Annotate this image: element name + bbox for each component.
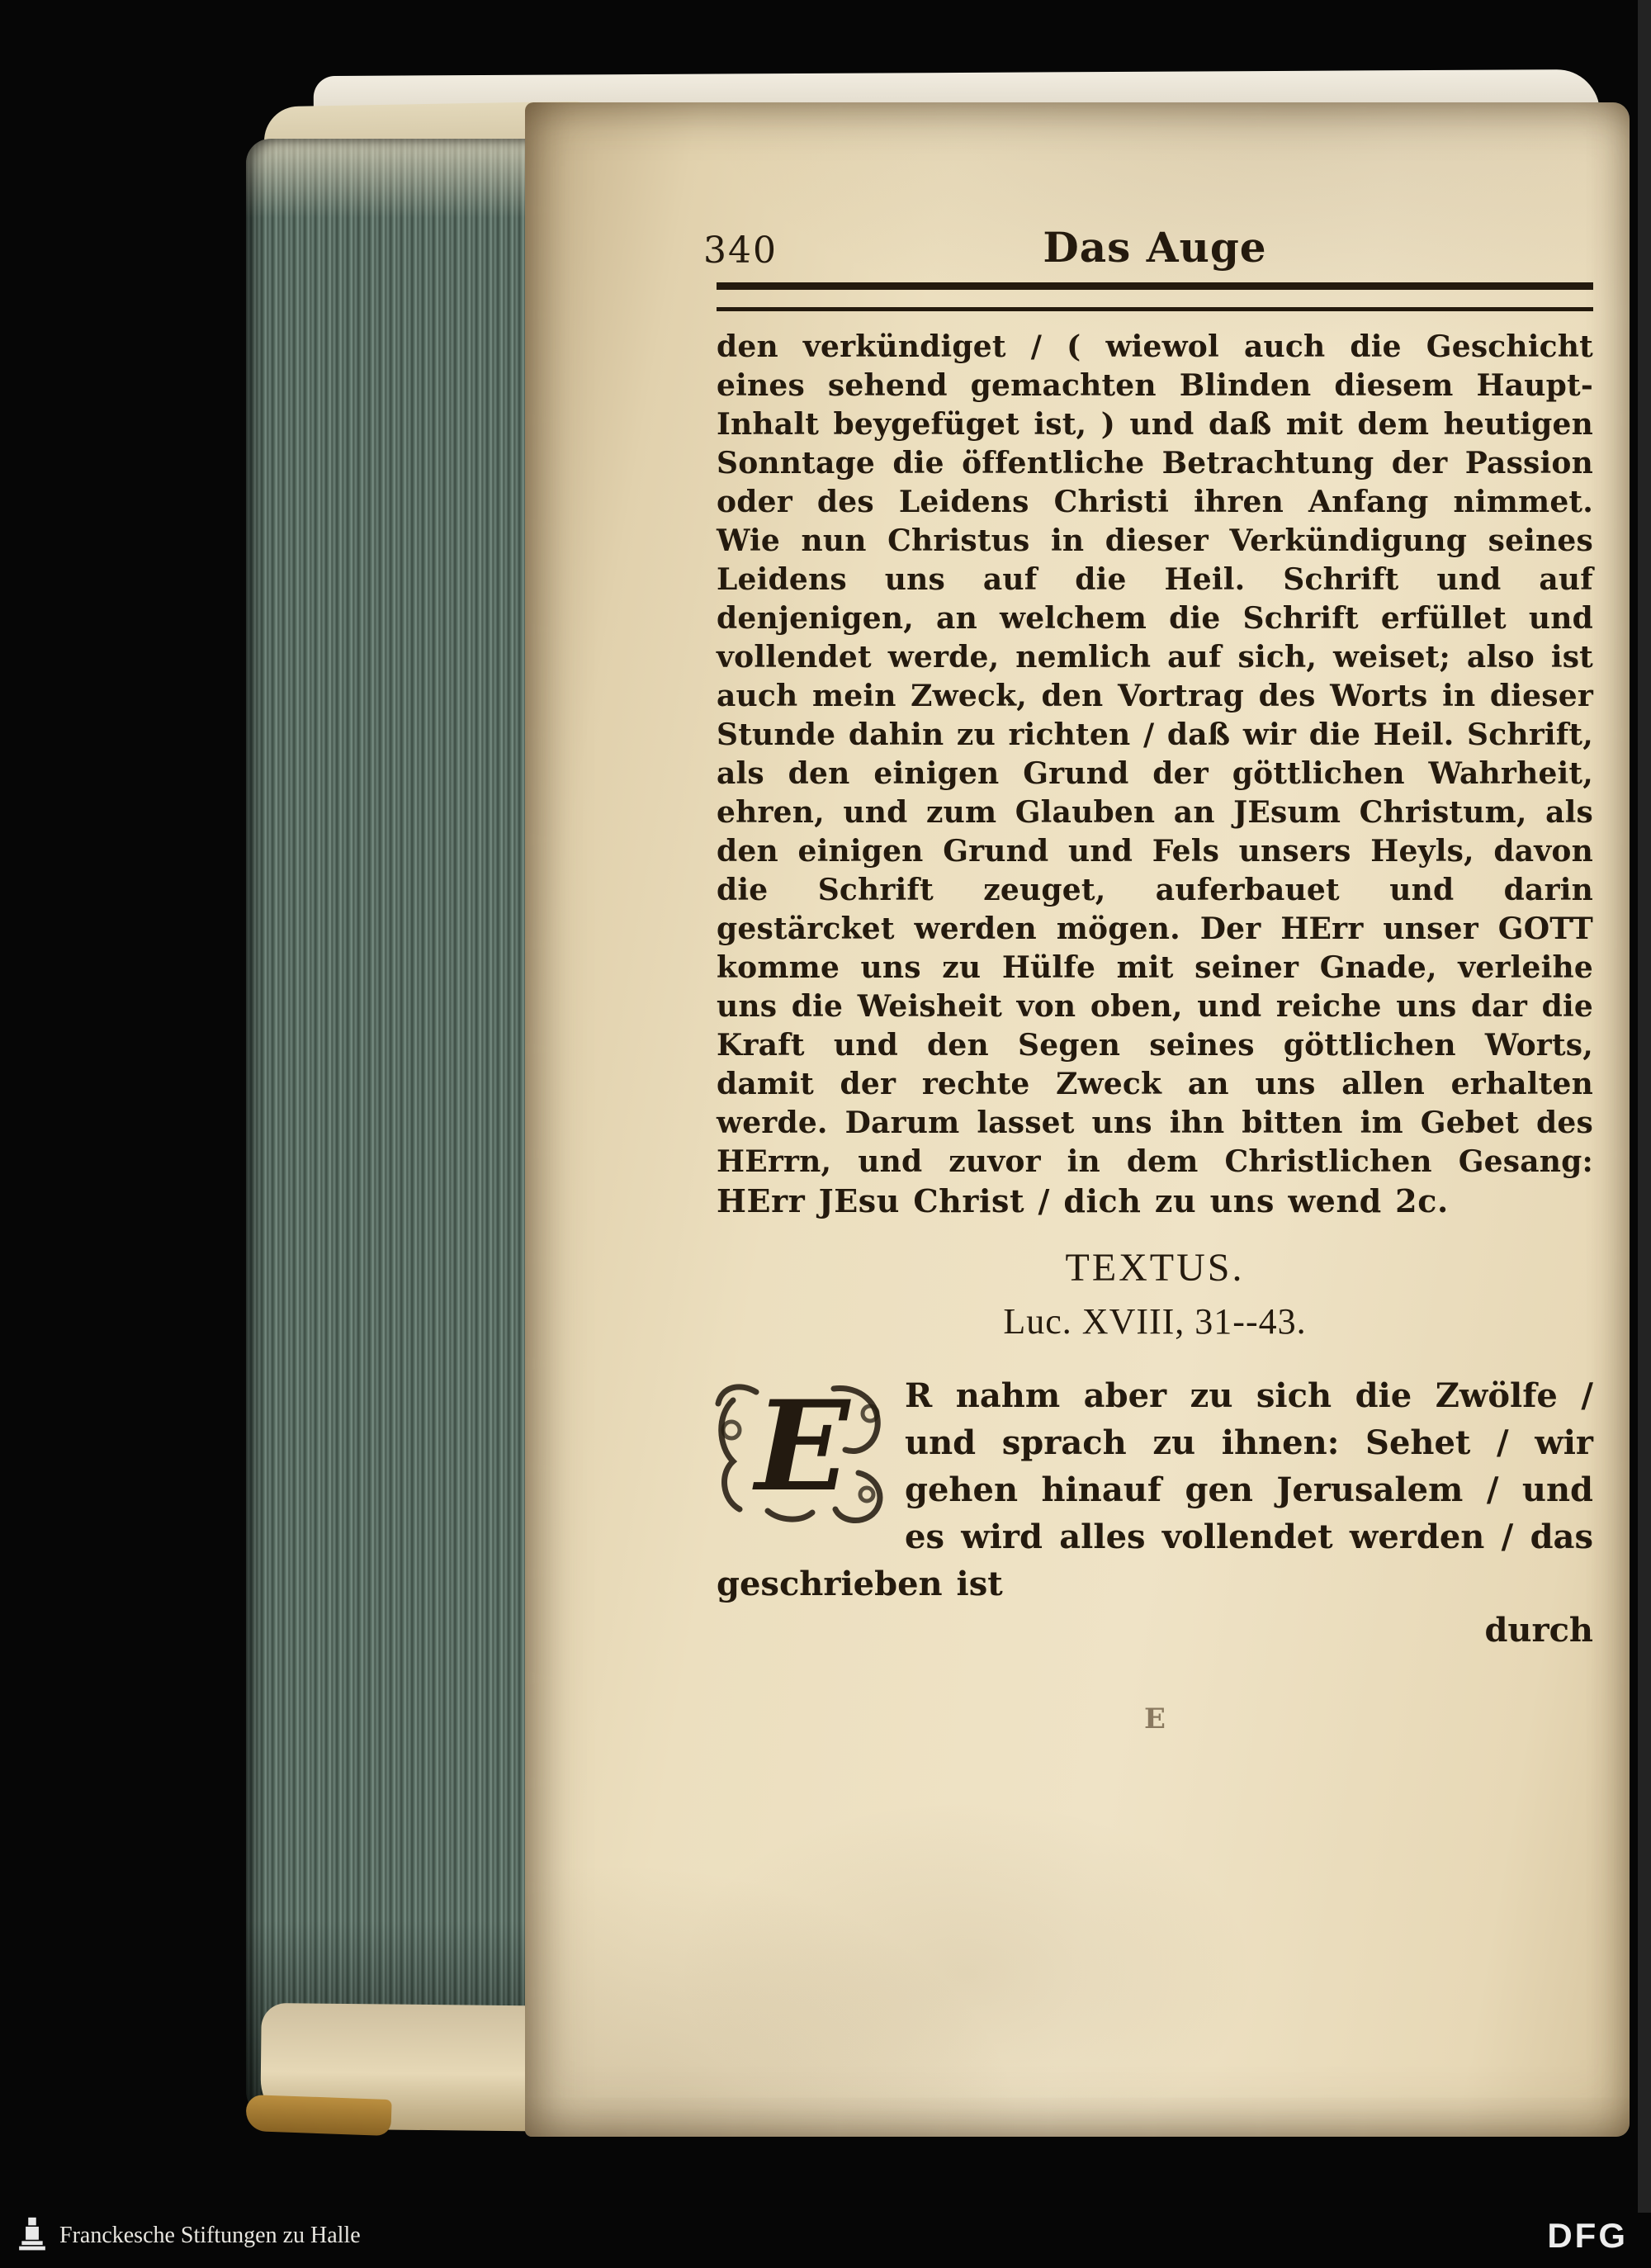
- scripture-text: R nahm aber zu sich die Zwölfe / und sprach zu ihnen: Sehet / wir gehen hinauf gen Jerusalem / und es wird alles vollendet werden / das geschrieben ist: [717, 1376, 1593, 1603]
- signature-mark: E: [1144, 1702, 1166, 1735]
- header-double-rule: [717, 282, 1593, 311]
- ornamental-initial: [708, 1374, 895, 1521]
- running-title: Das Auge: [1043, 223, 1267, 272]
- sermon-paragraph-text: den verkündiget / ( wiewol auch die Geschicht eines sehend gemachten Blinden diesem Haupt-Inhalt beygefüget ist, ) und daß mit dem heutigen Sonntage die öffentliche Betrachtung der Passion oder des Leidens Christi ihren Anfang nimmet. Wie nun Christus in dieser Verkündigung seines Leidens uns auf die Heil. Schrift und auf denjenigen, an welchem die Schrift erfüllet und vollendet werde, nemlich auf sich, weiset; also ist auch mein Zweck, den Vortrag des Worts in dieser Stunde dahin zu richten / daß wir die Heil. Schrift, als den einigen Grund der göttlichen Wahrheit, ehren, und zum Glauben an JEsum Christum, als den einigen Grund und Fels unsers Heyls, davon die Schrift zeuget, auferbauet und darin gestärcket werden mögen. Der HErr unser GOTT komme uns zu Hülfe mit seiner Gnade, verleihe uns die Weisheit von oben, und reiche uns dar die Kraft und den Segen seines göttlichen Worts, damit der rechte Zweck an uns allen erhalten werde. Darum lasset uns ihn bitten im Gebet des HErrn, und zuvor in dem Christlichen Gesang:: [717, 329, 1593, 1179]
- institution-credit: [17, 2216, 361, 2256]
- scan-right-edge: [1638, 0, 1651, 2213]
- drop-cap-letter: E: [755, 1374, 850, 1519]
- catchword-row: [717, 1611, 1593, 1650]
- book-page: [525, 102, 1630, 2137]
- hymn-reference: HErr JEsu Christ / dich zu uns wend 2c.: [717, 1182, 1449, 1219]
- book-cover-edge: [245, 2095, 391, 2136]
- page-number: 340: [703, 230, 778, 272]
- institution-label: Franckesche Stiftungen zu Halle: [59, 2223, 361, 2248]
- page-header: [703, 223, 1593, 276]
- page-content: [703, 223, 1593, 1735]
- franckesche-stiftungen-logo-icon: [17, 2216, 48, 2256]
- scripture-reference: Luc. XVIII, 31--43.: [1003, 1301, 1307, 1342]
- scripture-paragraph: [717, 1372, 1593, 1607]
- scan-footer-bar: [0, 2204, 1651, 2268]
- catchword: durch: [1484, 1611, 1593, 1650]
- dfg-logo: DFG: [1547, 2216, 1628, 2255]
- sermon-paragraph: [717, 328, 1593, 1222]
- textus-heading: TEXTUS.: [1065, 1246, 1245, 1290]
